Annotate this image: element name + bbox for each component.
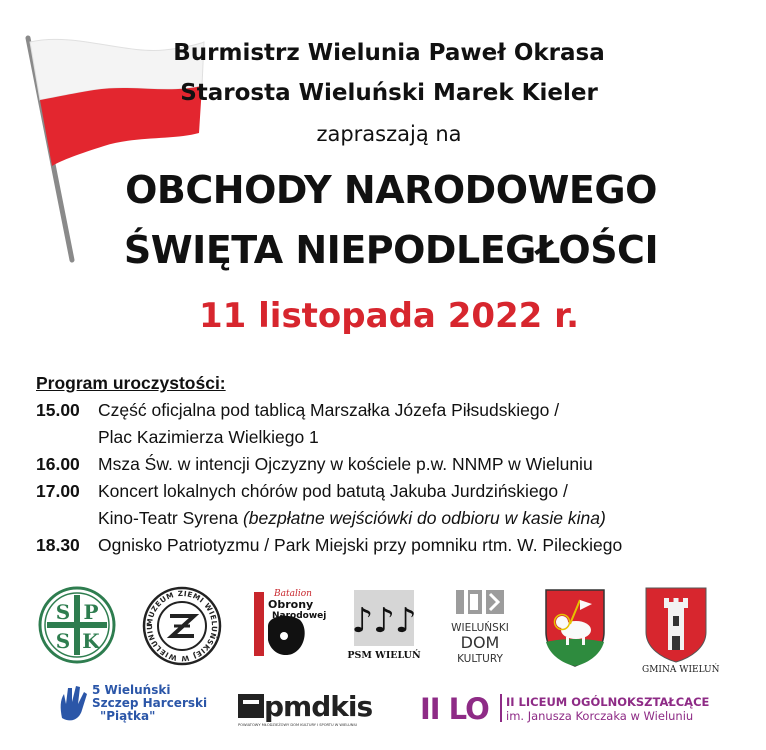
program-item xyxy=(36,532,736,559)
spsk-letter: S xyxy=(55,600,71,624)
program-description: Część oficjalna pod tablicą Marszałka Józefa Piłsudskiego / xyxy=(98,400,560,420)
event-title-line2: ŚWIĘTA NIEPODLEGŁOŚCI xyxy=(123,228,659,272)
event-title-line1: OBCHODY NARODOWEGO xyxy=(125,168,657,212)
program-time: 16.00 xyxy=(36,454,80,474)
wielun-coat-of-arms xyxy=(542,586,608,668)
program-time: 15.00 xyxy=(36,400,80,420)
program-description: Ognisko Patriotyzmu / Park Miejski przy pomniku rtm. W. Pileckiego xyxy=(98,535,623,555)
program-time: 17.00 xyxy=(36,481,80,501)
spsk-letter: P xyxy=(83,600,99,624)
wdk-line1: WIELUŃSKI xyxy=(451,622,509,634)
lo-logo xyxy=(420,690,720,726)
invite-text: zapraszają na xyxy=(316,122,462,146)
lo-mark: II LO xyxy=(420,692,489,726)
inviter-mayor: Burmistrz Wielunia Paweł Okrasa xyxy=(173,40,605,66)
batalion-line2: Narodowej xyxy=(272,611,327,621)
inviter-starost: Starosta Wieluński Marek Kieler xyxy=(180,80,598,106)
gmina-name: GMINA WIELUŃ xyxy=(642,665,720,675)
spsk-logo xyxy=(38,586,116,664)
batalion-line1: Obrony xyxy=(268,598,314,611)
museum-ring-text: MUZEUM ZIEMI WIELUŃSKIEJ W WIELUNIU xyxy=(144,588,220,664)
wdk-logo xyxy=(446,586,514,670)
event-date: 11 listopada 2022 r. xyxy=(198,296,579,336)
program-section xyxy=(36,370,736,559)
gmina-wielun-logo xyxy=(640,586,720,676)
batalion-script: Batalion xyxy=(274,589,312,599)
wdk-line2: DOM xyxy=(460,633,500,652)
pmdkis-logo xyxy=(236,688,394,728)
program-description: Koncert lokalnych chórów pod batutą Jakuba Jurdzińskiego / xyxy=(98,481,568,501)
museum-logo xyxy=(142,586,222,666)
program-note: (bezpłatne wejściówki do odbioru w kasie kina) xyxy=(242,508,606,528)
batalion-logo xyxy=(248,586,327,660)
music-notes-icon: ♪♪♪ xyxy=(351,601,417,641)
scouts-logo xyxy=(56,680,216,726)
lo-line1: II LICEUM OGÓLNOKSZTAŁCĄCE xyxy=(506,695,710,709)
psm-logo xyxy=(347,588,421,664)
spsk-letter: K xyxy=(82,629,100,653)
program-description: Kino-Teatr Syrena xyxy=(98,508,239,528)
program-description: Plac Kazimierza Wielkiego 1 xyxy=(98,427,319,447)
program-item xyxy=(36,397,736,451)
program-item xyxy=(36,478,736,532)
program-heading: Program uroczystości: xyxy=(36,373,226,393)
scouts-line2: Szczep Harcerski xyxy=(92,696,208,710)
program-time: 18.30 xyxy=(36,535,80,555)
spsk-letter: S xyxy=(55,629,71,653)
program-description: Msza Św. w intencji Ojczyzny w kościele p.w. NNMP w Wieluniu xyxy=(98,454,593,474)
wdk-line3: KULTURY xyxy=(457,653,503,665)
program-item xyxy=(36,451,736,478)
lo-line2: im. Janusza Korczaka w Wieluniu xyxy=(506,709,694,723)
pmdkis-sub: POWIATOWY MŁODZIEŻOWY DOM KULTURY I SPORTU W WIELUNIU xyxy=(238,723,358,727)
pmdkis-name: pmdkis xyxy=(264,690,373,723)
psm-name: PSM WIELUŃ xyxy=(347,650,421,661)
scouts-line1: 5 Wieluński xyxy=(92,683,171,697)
scouts-line3: "Piątka" xyxy=(100,709,156,723)
